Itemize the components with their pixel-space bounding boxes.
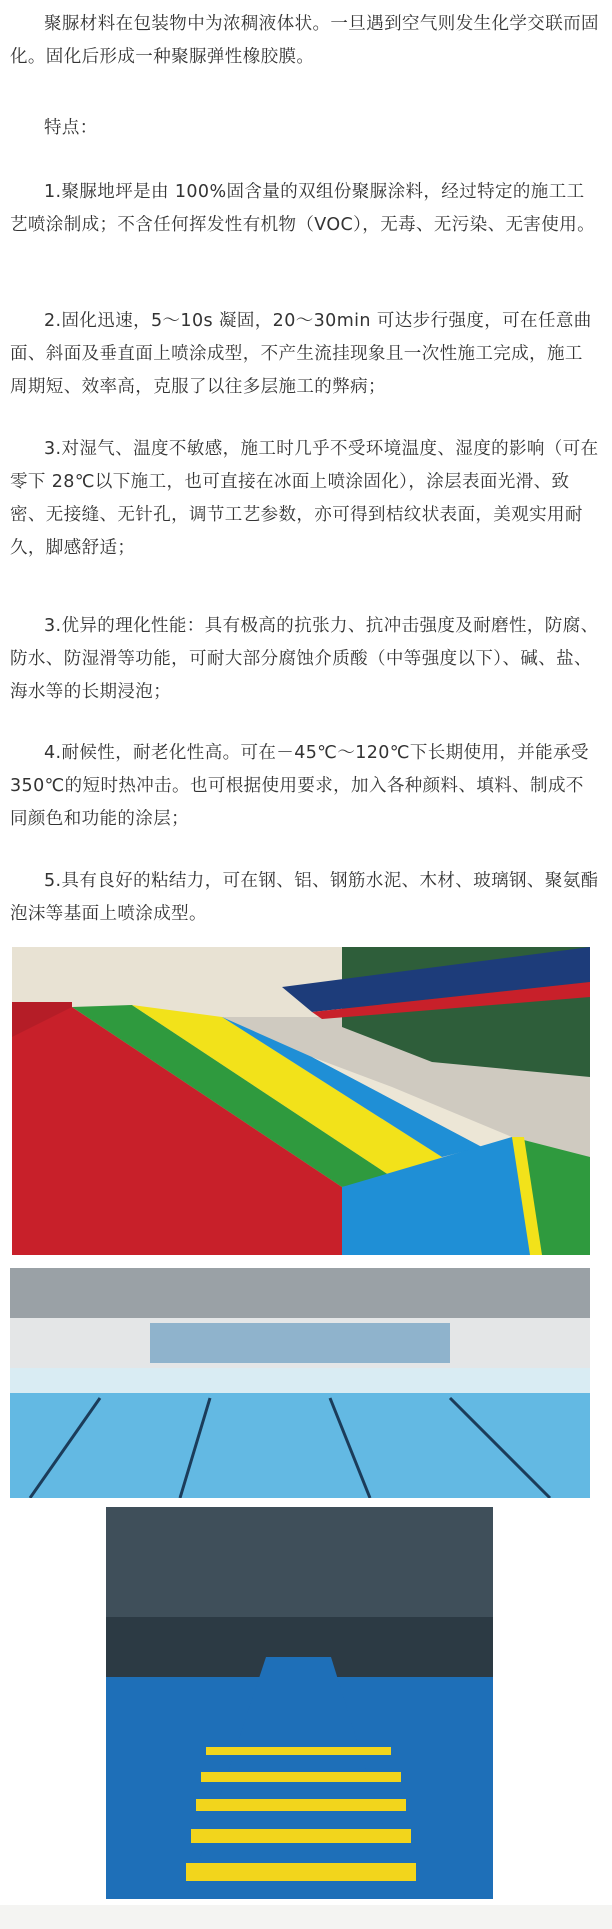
paragraph-point-1: 1.聚脲地坪是由 100%固含量的双组份聚脲涂料，经过特定的施工工艺喷涂制成；不含任何挥发性有机物（VOC），无毒、无污染、无害使用。 [10, 182, 596, 235]
paragraph-point-4: 4.耐候性，耐老化性高。可在－45℃～120℃下长期使用，并能承受 350℃的短时热冲击。也可根据使用要求，加入各种颜料、填料、制成不同颜色和功能的涂层； [10, 743, 589, 829]
paragraph-point-3b: 3.优异的理化性能：具有极高的抗张力、抗冲击强度及耐磨性，防腐、防水、防湿滑等功能，可耐大部分腐蚀介质酸（中等强度以下）、碱、盐、海水等的长期浸泡； [10, 616, 599, 702]
footer-strip [0, 1905, 612, 1929]
paragraph-point-5: 5.具有良好的粘结力，可在钢、铝、钢筋水泥、木材、玻璃钢、聚氨酯泡沫等基面上喷涂成型。 [10, 871, 599, 924]
paragraph-intro: 聚脲材料在包装物中为浓稠液体状。一旦遇到空气则发生化学交联而固化。固化后形成一种聚脲弹性橡胶膜。 [10, 14, 599, 67]
paragraph-point-3: 3.对湿气、温度不敏感，施工时几乎不受环境温度、湿度的影响（可在零下 28℃以下施工，也可直接在冰面上喷涂固化），涂层表面光滑、致密、无接缝、无针孔，调节工艺参数，亦可得到桔纹状表面，美观实用耐久，脚感舒适； [10, 439, 599, 558]
stadium-stairs-photo [12, 947, 590, 1255]
paragraph-heading: 特点： [44, 118, 98, 138]
paragraph-point-2: 2.固化迅速，5～10s 凝固，20～30min 可达步行强度，可在任意曲面、斜面及垂直面上喷涂成型，不产生流挂现象且一次性施工完成，施工周期短、效率高，克服了以往多层施工的弊病； [10, 311, 592, 397]
factory-walkway-photo [106, 1507, 493, 1899]
swimming-pool-photo [10, 1268, 590, 1498]
